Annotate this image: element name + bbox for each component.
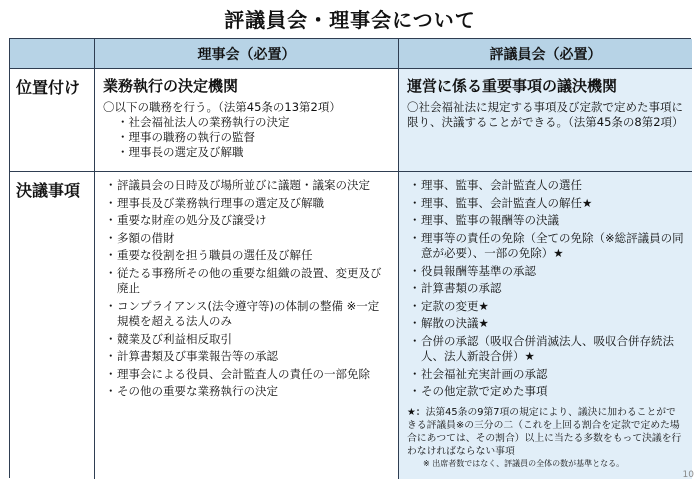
list-item: ・理事等の責任の免除（全ての免除（※総評議員の同意が必要）、一部の免除）★ xyxy=(409,230,684,260)
bullet-icon: ・ xyxy=(105,195,117,210)
bullet-icon: ・ xyxy=(105,230,117,245)
list-item: ・重要な財産の処分及び譲受け xyxy=(105,213,267,227)
position-board-of-councilors xyxy=(399,69,692,172)
position-left-para: 〇以下の職務を行う。（法第45条の13第2項） xyxy=(103,100,341,114)
list-item: ・合併の承認（吸収合併消滅法人、吸収合併存続法人、法人新設合併）★ xyxy=(409,333,674,363)
list-item: ・計算書類及び事業報告等の承認 xyxy=(105,349,278,363)
position-right-para: 〇社会福祉法に規定する事項及び定款で定めた事項に限り、決議することができる。（法第45条の8第2項） xyxy=(407,100,684,129)
resolutions-board-of-directors xyxy=(95,172,399,479)
list-item: ・コンプライアンス(法令遵守等)の体制の整備 ※一定規模を超える法人のみ xyxy=(105,298,380,328)
bullet-icon: ・ xyxy=(409,230,421,245)
header-empty-cell xyxy=(10,39,95,69)
list-item: ・計算書類の承認 xyxy=(409,281,502,295)
bullet-icon: ・ xyxy=(409,366,421,381)
bullet-icon: ・ xyxy=(105,178,117,192)
page-title: 評議員会・理事会について xyxy=(224,8,476,32)
page-number: 10 xyxy=(682,470,694,480)
bullet-icon: ・ xyxy=(409,195,421,210)
row-label-resolutions: 決議事項 xyxy=(10,172,95,479)
position-left-sub-3: ・理事長の選定及び解職 xyxy=(117,145,244,159)
footnote-text: 法第45条の9第7項の規定により、議決に加わることができる評議員※の三分の二（これを上回る割合を定款で定めた場合にあつては、その割合）以上に当たる多数をもって決議を行わなければならない事項 xyxy=(407,406,682,457)
list-item: ・競業及び利益相反取引 xyxy=(105,331,232,346)
position-right-lead: 運営に係る重要事項の議決機関 xyxy=(407,77,618,95)
star-icon: ★： xyxy=(407,406,426,418)
header-board-of-directors: 理事会（必置） xyxy=(95,39,399,69)
list-item: ・理事、監事、会計監査人の選任 xyxy=(409,178,582,192)
bullet-icon: ・ xyxy=(409,213,421,227)
list-item: ・重要な役割を担う職員の選任及び解任 xyxy=(105,248,313,262)
position-left-sub-1: ・社会福祉法人の業務執行の決定 xyxy=(117,115,290,129)
bullet-icon: ・ xyxy=(105,298,117,313)
list-item: ・その他定款で定めた事項 xyxy=(409,384,548,398)
bullet-icon: ・ xyxy=(105,213,117,227)
list-item: ・解散の決議★ xyxy=(409,316,489,330)
header-board-of-councilors: 評議員会（必置） xyxy=(399,39,692,69)
bullet-icon: ・ xyxy=(409,281,421,295)
list-item: ・従たる事務所その他の重要な組織の設置、変更及び廃止 xyxy=(105,265,382,295)
row-label-position: 位置付け xyxy=(10,69,95,172)
bullet-icon: ・ xyxy=(409,384,421,398)
resolutions-left-list xyxy=(95,172,398,400)
list-item: ・評議員会の日時及び場所並びに議題・議案の決定 xyxy=(105,178,370,192)
list-item: ・理事、監事、会計監査人の解任★ xyxy=(409,195,593,210)
bullet-icon: ・ xyxy=(105,331,117,346)
list-item: ・理事会による役員、会計監査人の責任の一部免除 xyxy=(105,366,370,381)
bullet-icon: ・ xyxy=(409,333,421,348)
star-footnote xyxy=(399,402,692,458)
bullet-icon: ・ xyxy=(105,384,117,398)
comparison-table xyxy=(9,38,691,478)
list-item: ・社会福祉充実計画の承認 xyxy=(409,366,548,381)
resolutions-right-list xyxy=(399,172,692,400)
bullet-icon: ・ xyxy=(409,178,421,192)
bullet-icon: ・ xyxy=(409,263,421,278)
list-item: ・多額の借財 xyxy=(105,230,175,245)
bullet-icon: ・ xyxy=(409,298,421,313)
footnote-small: ※ 出席者数ではなく、評議員の全体の数が基準となる。 xyxy=(423,458,625,468)
bullet-icon: ・ xyxy=(105,265,117,280)
list-item: ・定款の変更★ xyxy=(409,298,489,313)
list-item: ・役員報酬等基準の承認 xyxy=(409,263,536,278)
bullet-icon: ・ xyxy=(105,366,117,381)
bullet-icon: ・ xyxy=(105,349,117,363)
bullet-icon: ・ xyxy=(409,316,421,330)
list-item: ・その他の重要な業務執行の決定 xyxy=(105,384,278,398)
resolutions-board-of-councilors xyxy=(399,172,692,479)
list-item: ・理事、監事の報酬等の決議 xyxy=(409,213,559,227)
position-board-of-directors xyxy=(95,69,399,172)
position-left-lead: 業務執行の決定機関 xyxy=(103,77,239,95)
position-left-sub-2: ・理事の職務の執行の監督 xyxy=(117,130,255,144)
list-item: ・理事長及び業務執行理事の選定及び解職 xyxy=(105,195,324,210)
bullet-icon: ・ xyxy=(105,248,117,262)
